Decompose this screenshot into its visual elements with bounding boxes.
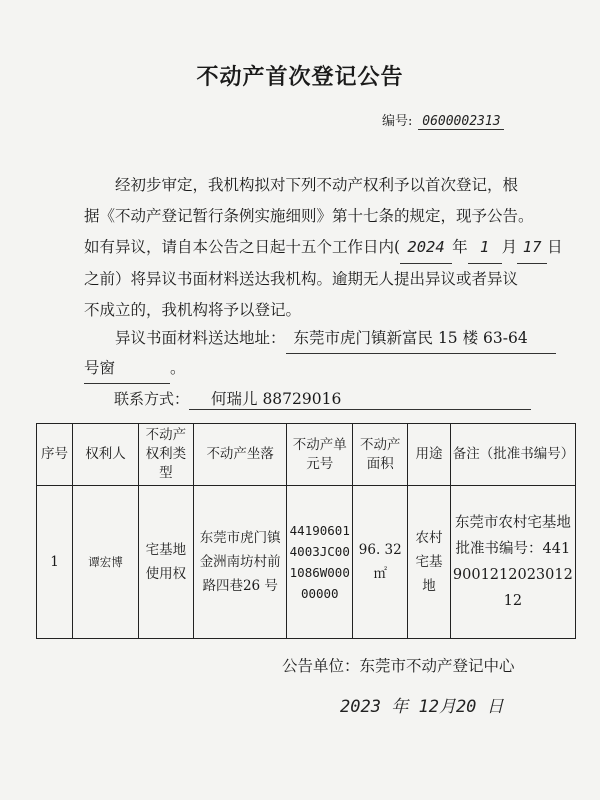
registration-table [36,423,576,639]
notice-body [84,170,563,326]
objection-address-value-1: 东莞市虎门镇新富民 15 楼 63-64 [286,324,556,354]
cell-owner: 谭宏博 [73,486,139,639]
contact-label: 联系方式： [114,390,190,408]
deadline-day: 17 [517,232,547,264]
cell-right-type: 宅基地使用权 [138,486,193,639]
objection-address [84,324,554,384]
body-line-5: 不成立的，我机构将予以登记。 [84,301,302,319]
cell-note: 东莞市农村宅基地批准书编号：441900121202301212 [450,486,575,639]
objection-address-line-2 [84,354,554,384]
objection-address-label: 异议书面材料送达地址： [115,329,286,347]
cell-unit-no: 441906014003JC001086W00000000 [287,486,353,639]
publish-day: 20 [455,697,477,717]
publisher-label: 公告单位： [282,657,360,675]
header-unit-no: 不动产单元号 [287,424,353,486]
cell-use: 农村宅基地 [408,486,450,639]
body-line-3-prefix: 如有异议，请自本公告之日起十五个工作日内( [84,238,401,256]
header-right-type: 不动产权利类型 [138,424,193,486]
cell-location: 东莞市虎门镇金洲南坊村前路四巷26 号 [194,486,287,639]
publish-date [340,692,504,717]
deadline-month-unit: 月 [501,238,518,256]
publisher-value: 东莞市不动产登记中心 [359,657,515,675]
contact-value: 何瑞儿 88729016 [189,387,531,410]
deadline-day-unit: 日 [547,238,563,256]
doc-number [382,110,504,130]
publish-day-unit: 日 [486,697,504,717]
doc-number-label: 编号: [382,114,413,129]
deadline-year-unit: 年 [452,238,468,256]
body-line-1: 经初步审定，我机构拟对下列不动产权利予以首次登记，根 [115,176,519,194]
table-row [37,486,576,639]
objection-address-value-2: 号窗 [84,354,170,384]
doc-number-value: 0600002313 [418,114,504,130]
objection-address-suffix: 。 [170,359,186,377]
cell-area: 96. 32 ㎡ [353,486,408,639]
publish-year: 2023 [340,697,381,717]
header-owner: 权利人 [73,424,139,486]
objection-address-line-1 [84,324,554,354]
publish-month: 12 [418,697,439,717]
body-line-2: 据《不动产登记暂行条例实施细则》第十七条的规定，现予公告。 [84,207,534,225]
header-location: 不动产坐落 [194,424,287,486]
contact-info [114,387,531,410]
cell-no: 1 [37,486,73,639]
page-title: 不动产首次登记公告 [196,65,404,90]
publish-year-unit: 年 [391,697,409,717]
deadline-month: 1 [468,232,502,264]
body-line-4: 之前）将异议书面材料送达我机构。逾期无人提出异议或者异议 [84,270,519,288]
deadline-year: 2024 [400,232,452,264]
table-header-row [37,424,576,486]
header-note: 备注（批准书编号） [450,424,575,486]
header-use: 用途 [408,424,450,486]
publisher [282,654,515,676]
publish-month-unit: 月 [438,697,456,717]
header-no: 序号 [37,424,73,486]
body-line-3 [84,232,563,264]
header-area: 不动产面积 [353,424,408,486]
